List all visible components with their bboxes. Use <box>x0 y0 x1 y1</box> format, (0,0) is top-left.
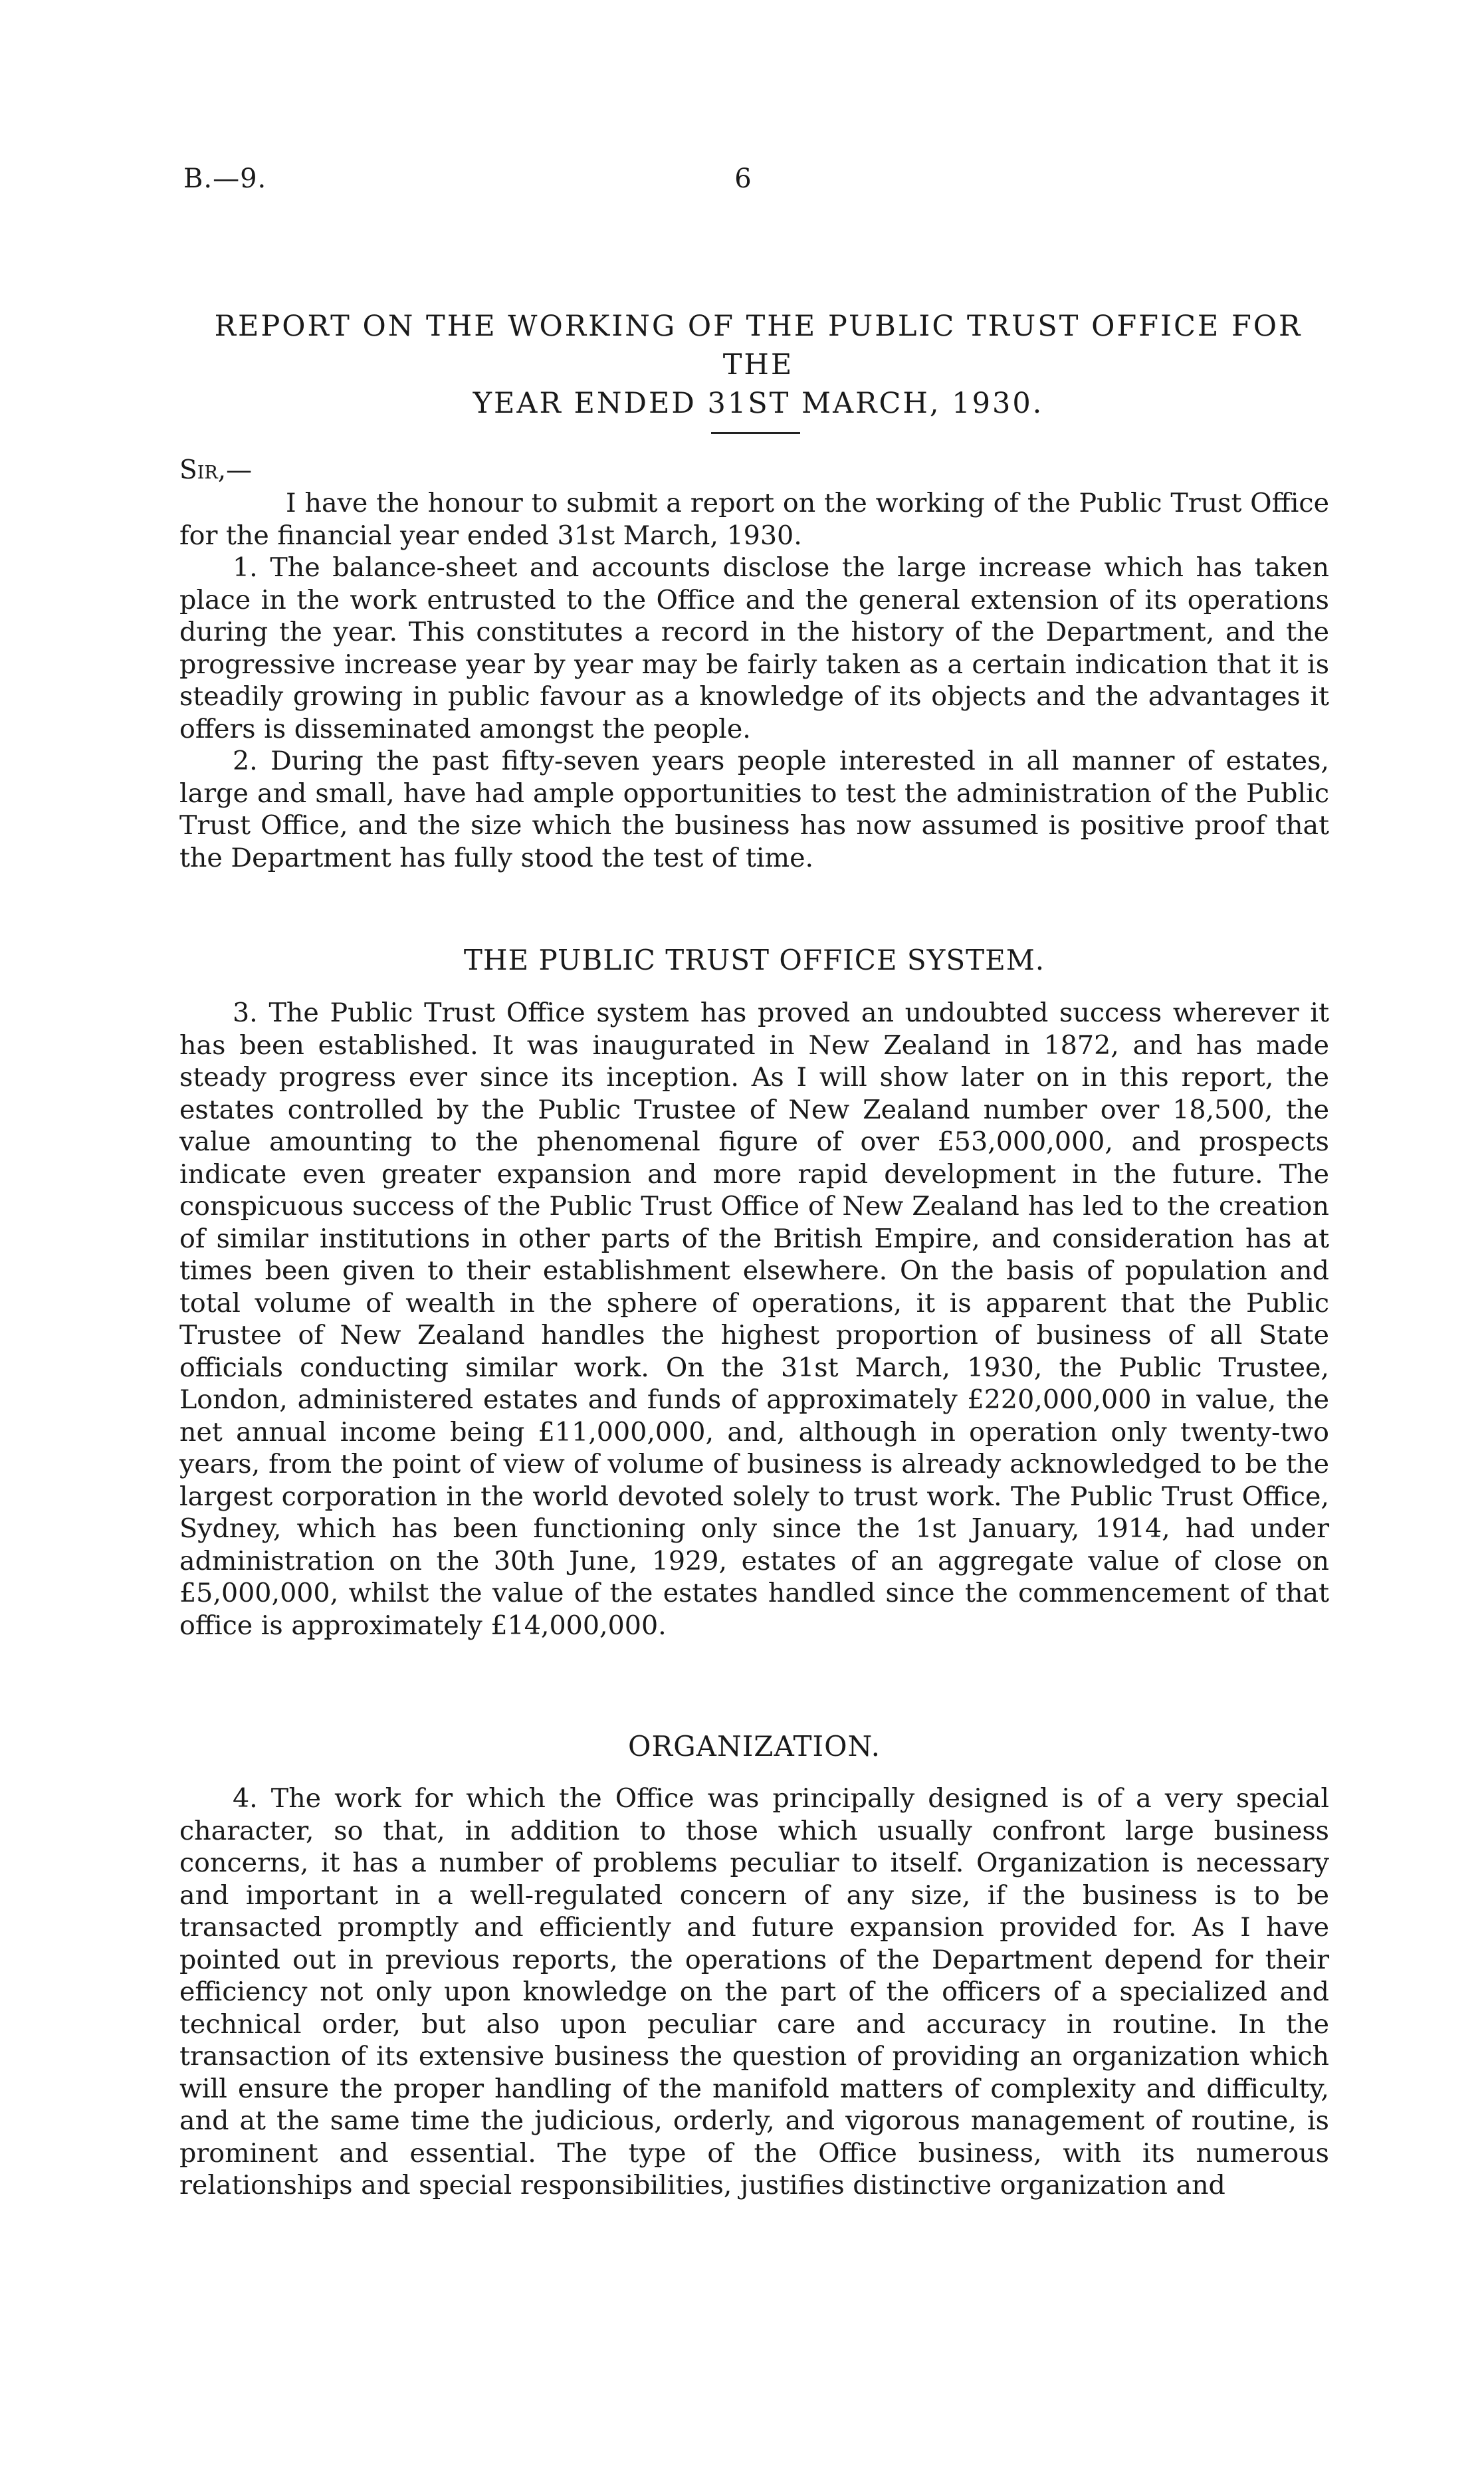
page-number: 6 <box>734 163 752 194</box>
paragraph-3: 3. The Public Trust Office system has proved an undoubted success wherever it has been established. It was inaugurated in New Zealand in 1872, and has made steady progress ever since its inception. As I will show later on in this report, the estates controlled by the Public Trustee of New Zealand number over 18,500, the value amounting to the phenomenal figure of over £53,000,000, and prospects indicate even greater expansion and more rapid development in the future. The conspicuous success of the Public Trust Office of New Zealand has led to the creation of similar institutions in other parts of the British Empire, and consideration has at times been given to their establishment elsewhere. On the basis of population and total volume of wealth in the sphere of operations, it is apparent that the Public Trustee of New Zealand handles the highest proportion of business of all State officials conducting similar work. On the 31st March, 1930, the Public Trustee, London, administered estates and funds of approximately £220,000,000 in value, the net annual income being £11,000,000, and, although in operation only twenty-two years, from the point of view of volume of business is already acknowledged to be the largest corporation in the world devoted solely to trust work. The Public Trust Office, Sydney, which has been functioning only since the 1st January, 1914, had under administration on the 30th June, 1929, estates of an aggregate value of close on £5,000,000, whilst the value of the estates handled since the commencement of that office is approximately £14,000,000. <box>179 998 1329 1641</box>
intro-section <box>179 487 1329 874</box>
title-divider <box>711 432 800 434</box>
paragraph-4: 4. The work for which the Office was principally designed is of a very special character, so that, in addition to those which usually confront large business concerns, it has a number of problems peculiar to itself. Organization is necessary and important in a well-regulated concern of any size, if the business is to be transacted promptly and efficiently and future expansion provided for. As I have pointed out in previous reports, the operations of the Department depend for their efficiency not only upon knowledge on the part of the officers of a specialized and technical order, but also upon peculiar care and accuracy in routine. In the transaction of its extensive business the question of providing an organization which will ensure the proper handling of the manifold matters of complexity and difficulty, and at the same time the judicious, orderly, and vigorous management of routine, is prominent and essential. The type of the Office business, with its numerous relationships and special responsibilities, justifies distinctive organization and <box>179 1783 1329 2201</box>
intro-paragraph: I have the honour to submit a report on the working of the Public Trust Office for the financial year ended 31st March, 1930. <box>179 488 1329 551</box>
salutation-text: Sir,— <box>179 455 253 485</box>
report-title-line-1: REPORT ON THE WORKING OF THE PUBLIC TRUST OFFICE FOR THE <box>214 310 1303 381</box>
report-title-line-2: YEAR ENDED 31ST MARCH, 1930. <box>473 387 1044 420</box>
section-heading-organization: ORGANIZATION. <box>628 1730 881 1763</box>
report-title <box>183 307 1333 423</box>
section-heading-public-trust-office-system: THE PUBLIC TRUST OFFICE SYSTEM. <box>463 944 1045 976</box>
paragraph-1: 1. The balance-sheet and accounts disclose the large increase which has taken place in the work entrusted to the Office and the general extension of its operations during the year. This constitutes a record in the history of the Department, and the progressive increase year by year may be fairly taken as a certain indication that it is steadily growing in public favour as a knowledge of its objects and the advantages it offers is disseminated amongst the people. <box>179 552 1329 744</box>
paragraph-2: 2. During the past fifty-seven years people interested in all manner of estates, large and small, have had ample opportunities to test the administration of the Public Trust Office, and the size which the business has now assumed is positive proof that the Department has fully stood the test of time. <box>179 746 1329 873</box>
public-trust-office-system-section <box>179 997 1329 1642</box>
organization-section <box>179 1782 1329 2202</box>
salutation <box>179 455 252 485</box>
document-reference: B.—9. <box>183 163 267 194</box>
